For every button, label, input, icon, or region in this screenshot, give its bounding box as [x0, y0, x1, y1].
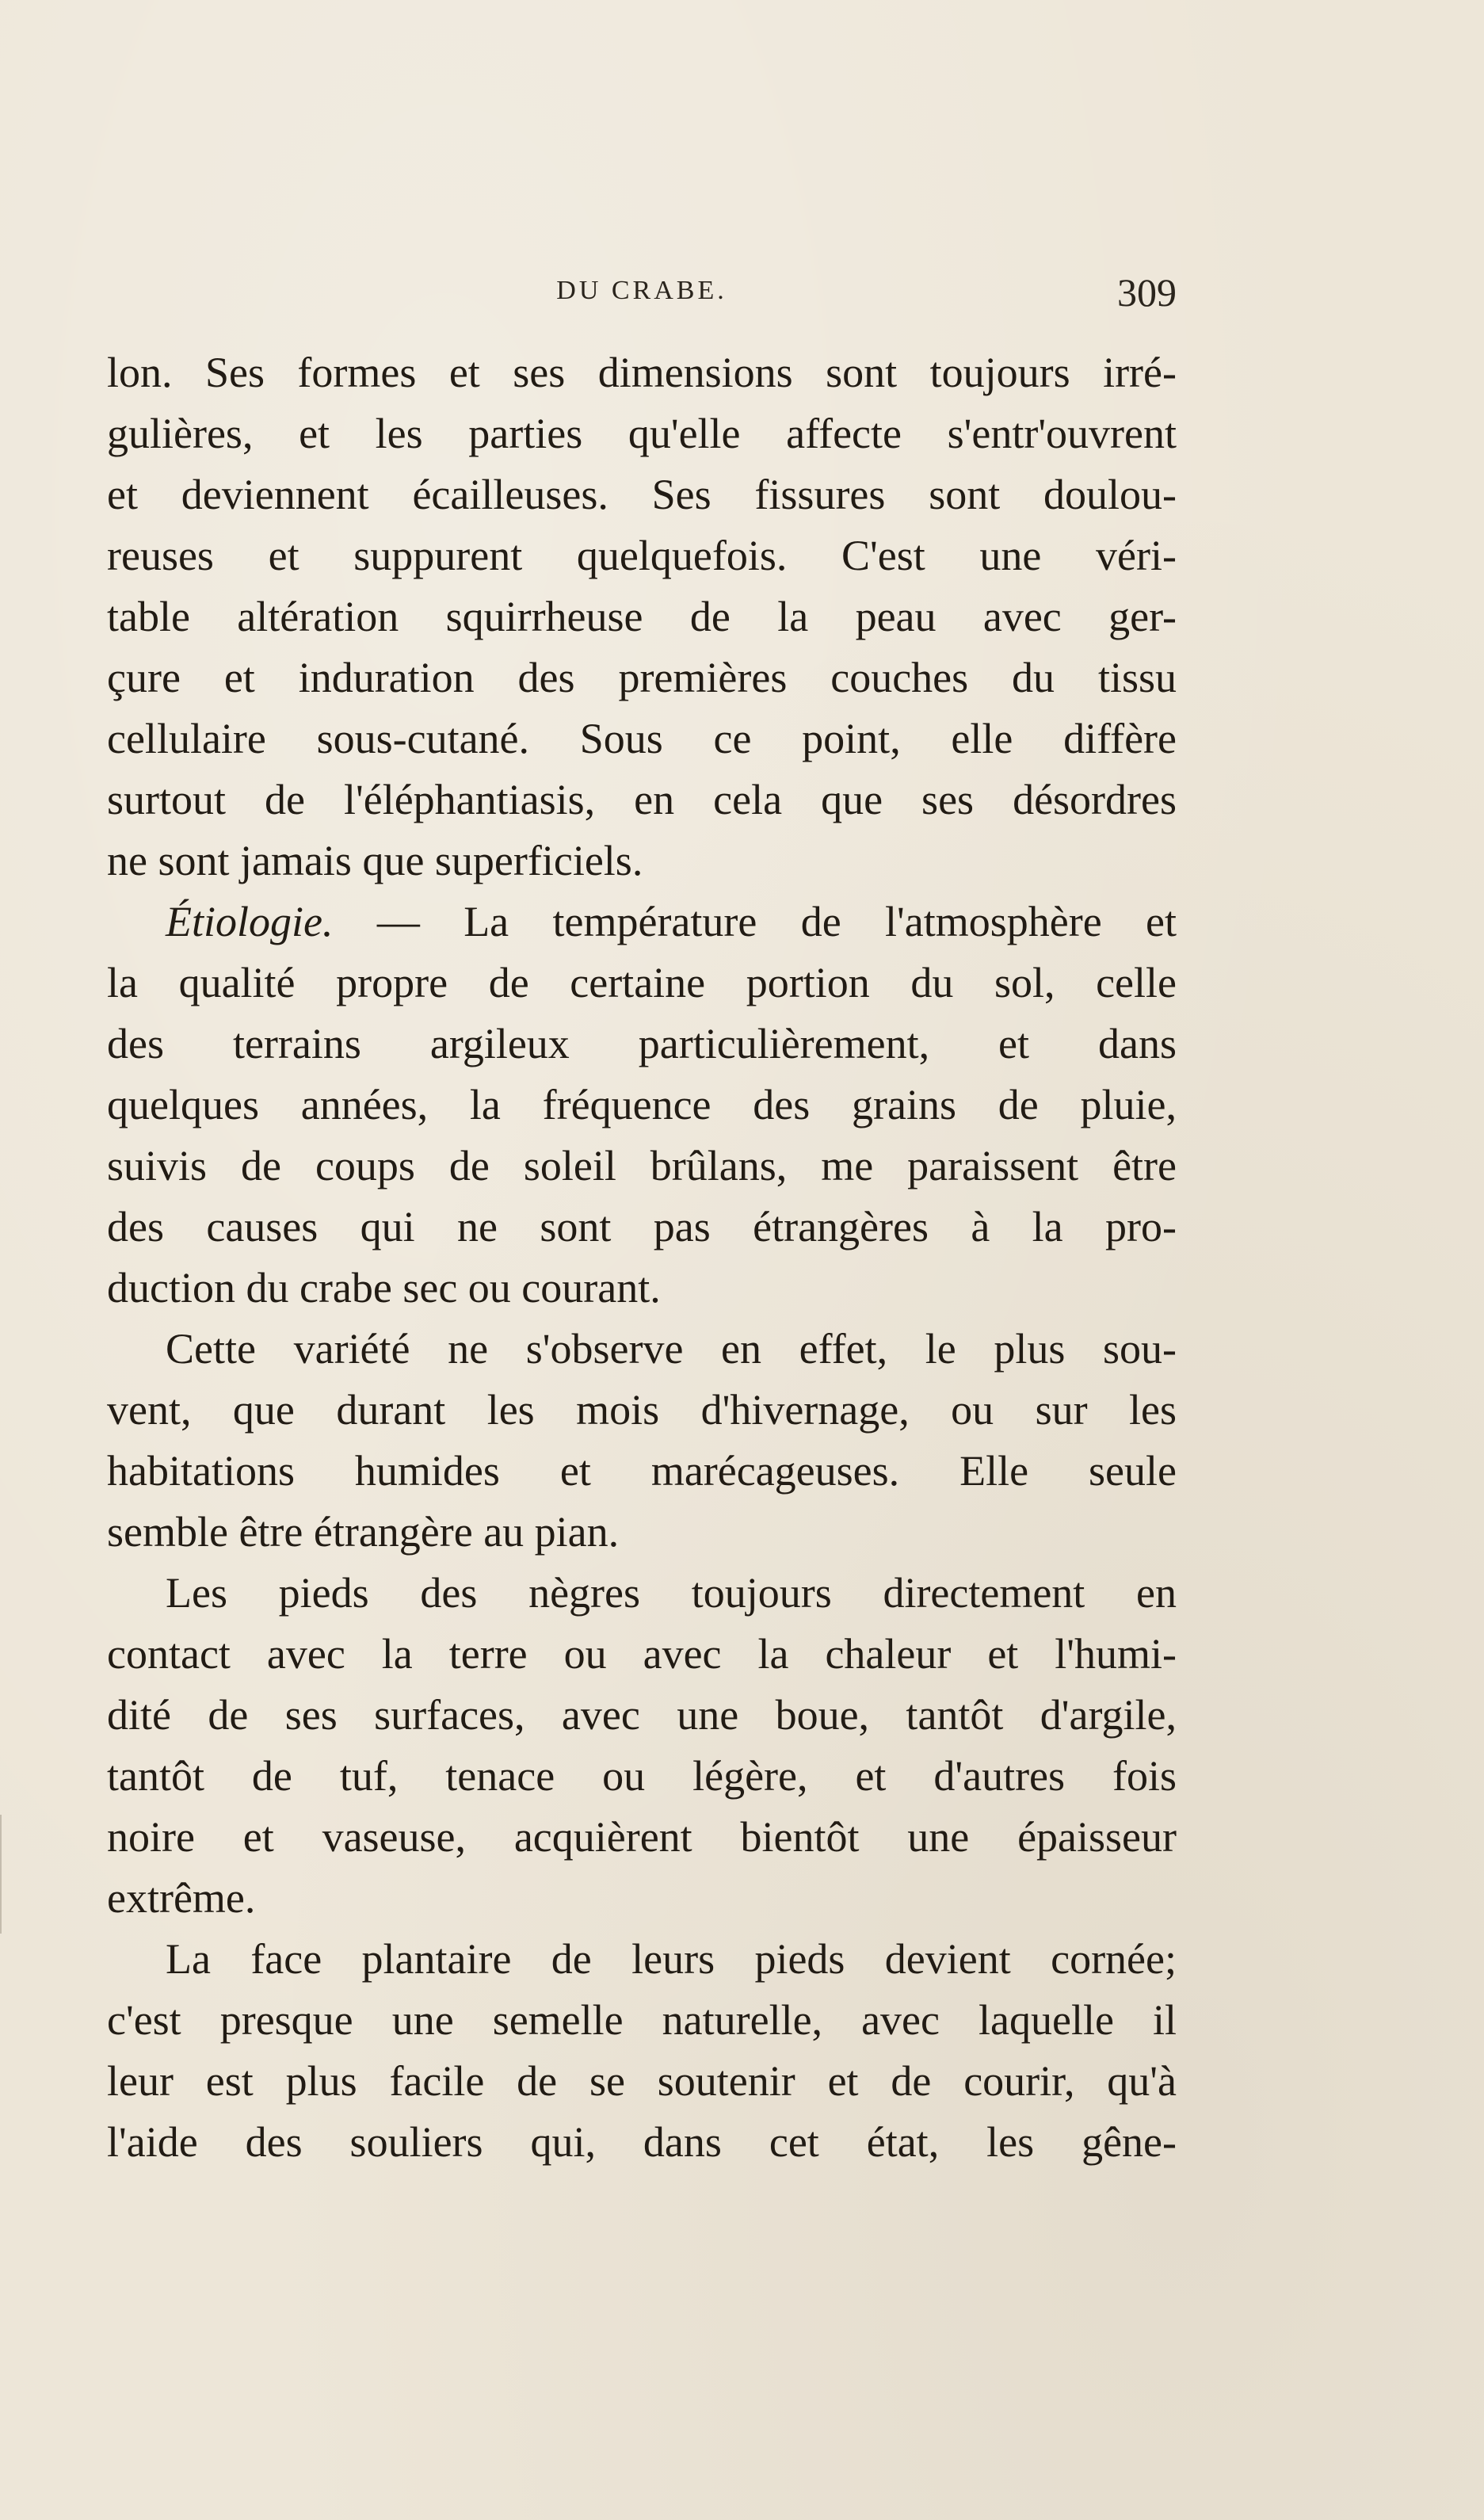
text-line: dité de ses surfaces, avec une boue, tantôt d'argile, [107, 1691, 1177, 1739]
text-line: des terrains argileux particulièrement, et dans [107, 1020, 1177, 1067]
etiology-heading: Étiologie. [166, 898, 334, 945]
text-line: çure et induration des premières couches du tissu [107, 654, 1177, 701]
margin-mark [0, 1815, 49, 1934]
text-line: gulières, et les parties qu'elle affecte s'entr'ouvrent [107, 410, 1177, 457]
text-line: semble être étrangère au pian. [107, 1508, 620, 1556]
text-line: la qualité propre de certaine portion du sol, celle [107, 959, 1177, 1006]
running-title: DU CRABE. [556, 276, 727, 305]
text-line: reuses et suppurent quelquefois. C'est une véri- [107, 532, 1177, 579]
text-line: quelques années, la fréquence des grains de pluie, [107, 1081, 1177, 1128]
etiology-line [107, 892, 1177, 953]
page-number: 309 [1117, 270, 1177, 315]
text-line: lon. Ses formes et ses dimensions sont toujours irré- [107, 349, 1177, 396]
text-line: contact avec la terre ou avec la chaleur et l'humi- [107, 1630, 1177, 1678]
text-line: surtout de l'éléphantiasis, en cela que ses désordres [107, 776, 1177, 823]
text-line: suivis de coups de soleil brûlans, me paraissent être [107, 1142, 1177, 1189]
text-line: habitations humides et marécageuses. Elle seule [107, 1447, 1177, 1495]
text-line: noire et vaseuse, acquièrent bientôt une épaisseur [107, 1813, 1177, 1861]
text-line: duction du crabe sec ou courant. [107, 1264, 661, 1312]
text-line: Cette variété ne s'observe en effet, le plus sou- [166, 1325, 1177, 1373]
text-line: table altération squirrheuse de la peau avec ger- [107, 593, 1177, 640]
text-line: La face plantaire de leurs pieds devient cornée; [166, 1935, 1177, 1983]
text-line: et deviennent écailleuses. Ses fissures sont doulou- [107, 471, 1177, 518]
text-line: cellulaire sous-cutané. Sous ce point, elle diffère [107, 715, 1177, 762]
text-line: leur est plus facile de se soutenir et de courir, qu'à [107, 2057, 1177, 2105]
etiology-line-text: — La température de l'atmosphère et [376, 898, 1177, 945]
body-text [107, 342, 1177, 2173]
text-line: extrême. [107, 1874, 256, 1922]
text-line: des causes qui ne sont pas étrangères à la pro- [107, 1203, 1177, 1250]
page-header [107, 269, 1177, 317]
text-line: c'est presque une semelle naturelle, avec laquelle il [107, 1996, 1177, 2044]
text-line: ne sont jamais que superficiels. [107, 837, 643, 884]
text-line: tantôt de tuf, tenace ou légère, et d'autres fois [107, 1752, 1177, 1800]
text-line: Les pieds des nègres toujours directement en [166, 1569, 1177, 1617]
text-line: l'aide des souliers qui, dans cet état, les gêne- [107, 2118, 1177, 2166]
text-line: vent, que durant les mois d'hivernage, ou sur les [107, 1386, 1177, 1434]
